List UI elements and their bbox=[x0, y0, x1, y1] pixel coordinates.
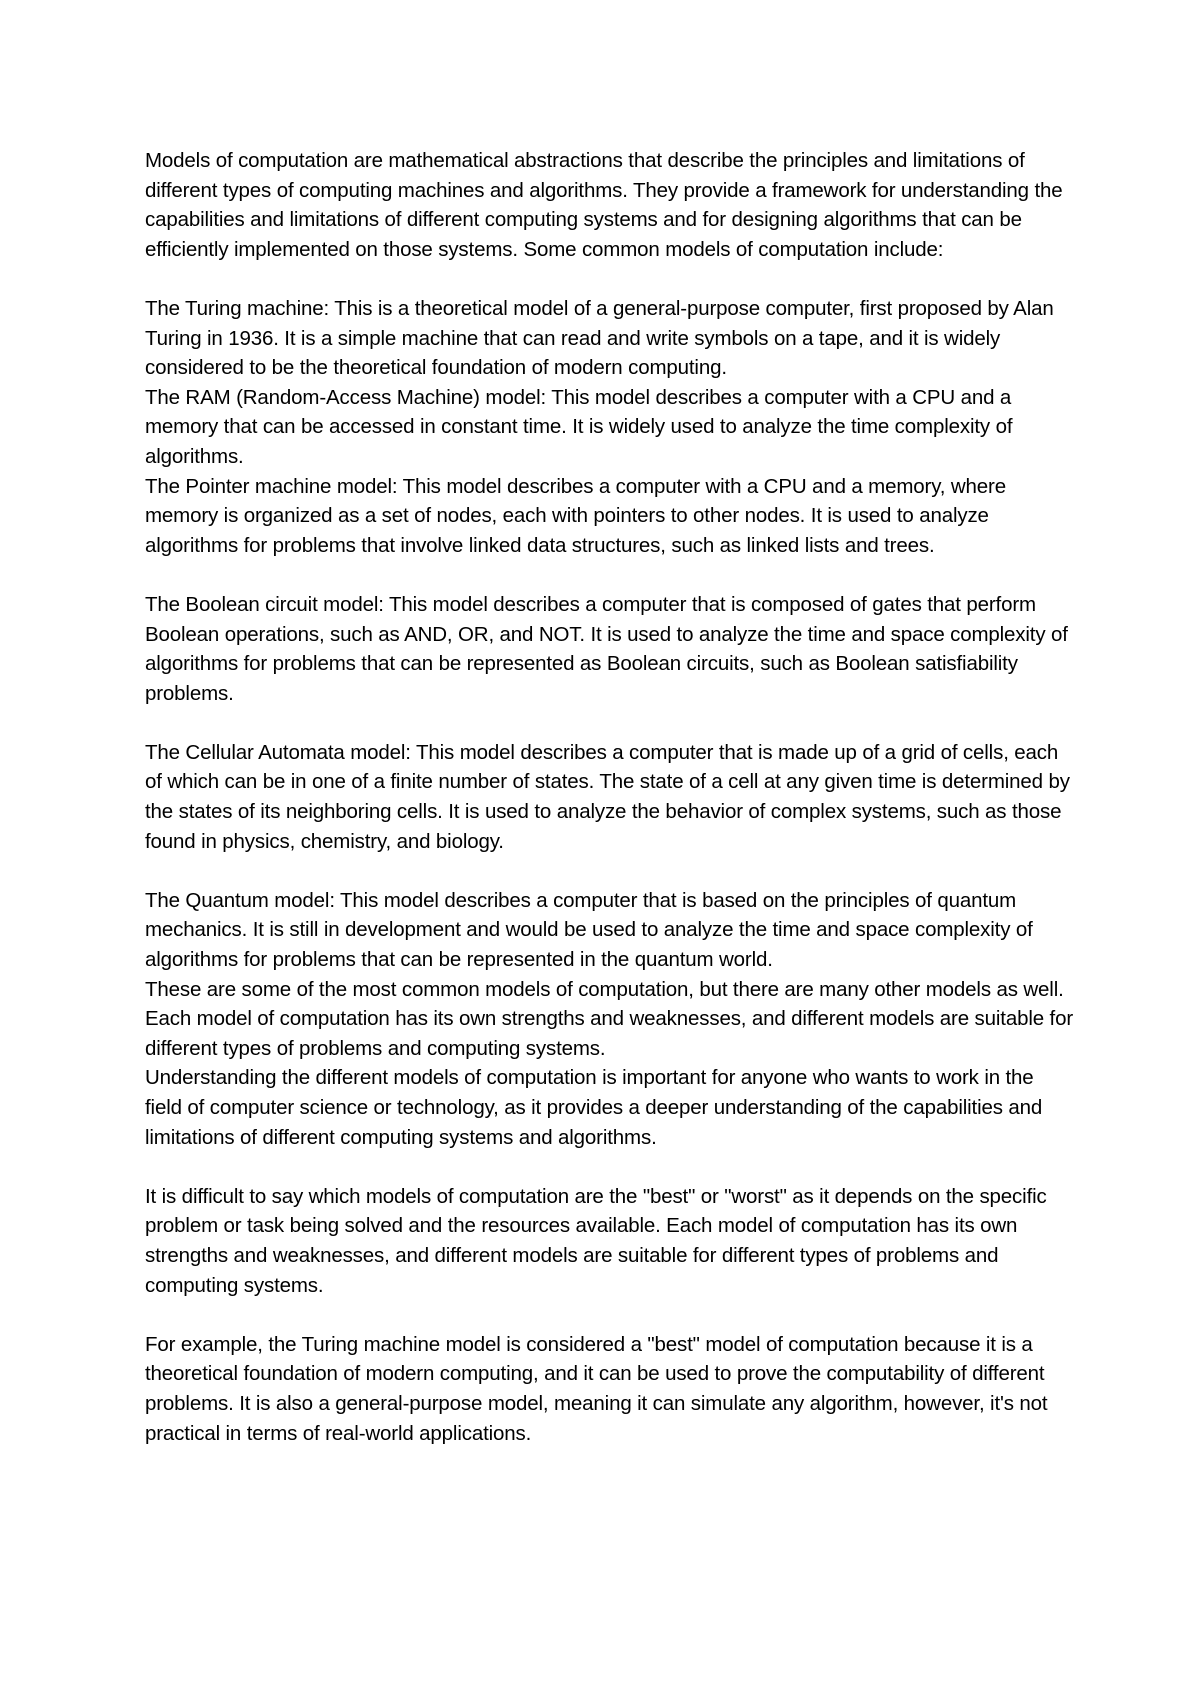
paragraph-best-worst: It is difficult to say which models of computation are the "best" or "worst" as it depends on the specific problem or task being solved and the resources available. Each model of computation has its own strengths and weaknesses, and different models are suitable for different types of problems and computing systems. bbox=[145, 1184, 1047, 1297]
paragraph-quantum-model: The Quantum model: This model describes a computer that is based on the principles of quantum mechanics. It is still in development and would be used to analyze the time and space complexity of algorithms for problems that can be represented in the quantum world. bbox=[145, 888, 1033, 972]
paragraph-spacer bbox=[145, 264, 1075, 294]
paragraph-cellular-automata: The Cellular Automata model: This model describes a computer that is made up of a grid of cells, each of which can be in one of a finite number of states. The state of a cell at any given time is determined by the states of its neighboring cells. It is used to analyze the behavior of complex systems, such as those found in physics, chemistry, and biology. bbox=[145, 740, 1070, 853]
paragraph-intro: Models of computation are mathematical abstractions that describe the principles and limitations of different types of computing machines and algorithms. They provide a framework for understanding the capabilities and limitations of different computing systems and for designing algorithms that can be efficiently implemented on those systems. Some common models of computation include: bbox=[145, 149, 1063, 261]
paragraph-turing-machine: The Turing machine: This is a theoretical model of a general-purpose computer, first proposed by Alan Turing in 1936. It is a simple machine that can read and write symbols on a tape, and it is widely considered to be the theoretical foundation of modern computing. bbox=[145, 296, 1054, 380]
paragraph-spacer bbox=[145, 1300, 1075, 1330]
paragraph-spacer bbox=[145, 856, 1075, 886]
paragraph-understanding: Understanding the different models of computation is important for anyone who wants to work in the field of computer science or technology, as it provides a deeper understanding of the capabilities and limitations of different computing systems and algorithms. bbox=[145, 1066, 1043, 1149]
paragraph-spacer bbox=[145, 560, 1075, 590]
paragraph-spacer bbox=[145, 708, 1075, 738]
paragraph-ram-model: The RAM (Random-Access Machine) model: This model describes a computer with a CPU and a memory that can be accessed in constant time. It is widely used to analyze the time complexity of algorithms. bbox=[145, 385, 1013, 468]
paragraph-example: For example, the Turing machine model is considered a "best" model of computation because it is a theoretical foundation of modern computing, and it can be used to prove the computability of different problems. It is also a general-purpose model, meaning it can simulate any algorithm, however, it's not practical in terms of real-world applications. bbox=[145, 1332, 1048, 1445]
paragraph-boolean-circuit: The Boolean circuit model: This model describes a computer that is composed of gates that perform Boolean operations, such as AND, OR, and NOT. It is used to analyze the time and space complexity of algorithms for problems that can be represented as Boolean circuits, such as Boolean satisfiability problems. bbox=[145, 592, 1068, 705]
paragraph-pointer-machine: The Pointer machine model: This model describes a computer with a CPU and a memory, where memory is organized as a set of nodes, each with pointers to other nodes. It is used to analyze algorithms for problems that involve linked data structures, such as linked lists and trees. bbox=[145, 474, 1006, 557]
document-body bbox=[145, 146, 1075, 1448]
paragraph-spacer bbox=[145, 1152, 1075, 1182]
paragraph-common-models: These are some of the most common models of computation, but there are many other models as well. Each model of computation has its own strengths and weaknesses, and different models are suitable for different types of problems and computing systems. bbox=[145, 977, 1074, 1060]
